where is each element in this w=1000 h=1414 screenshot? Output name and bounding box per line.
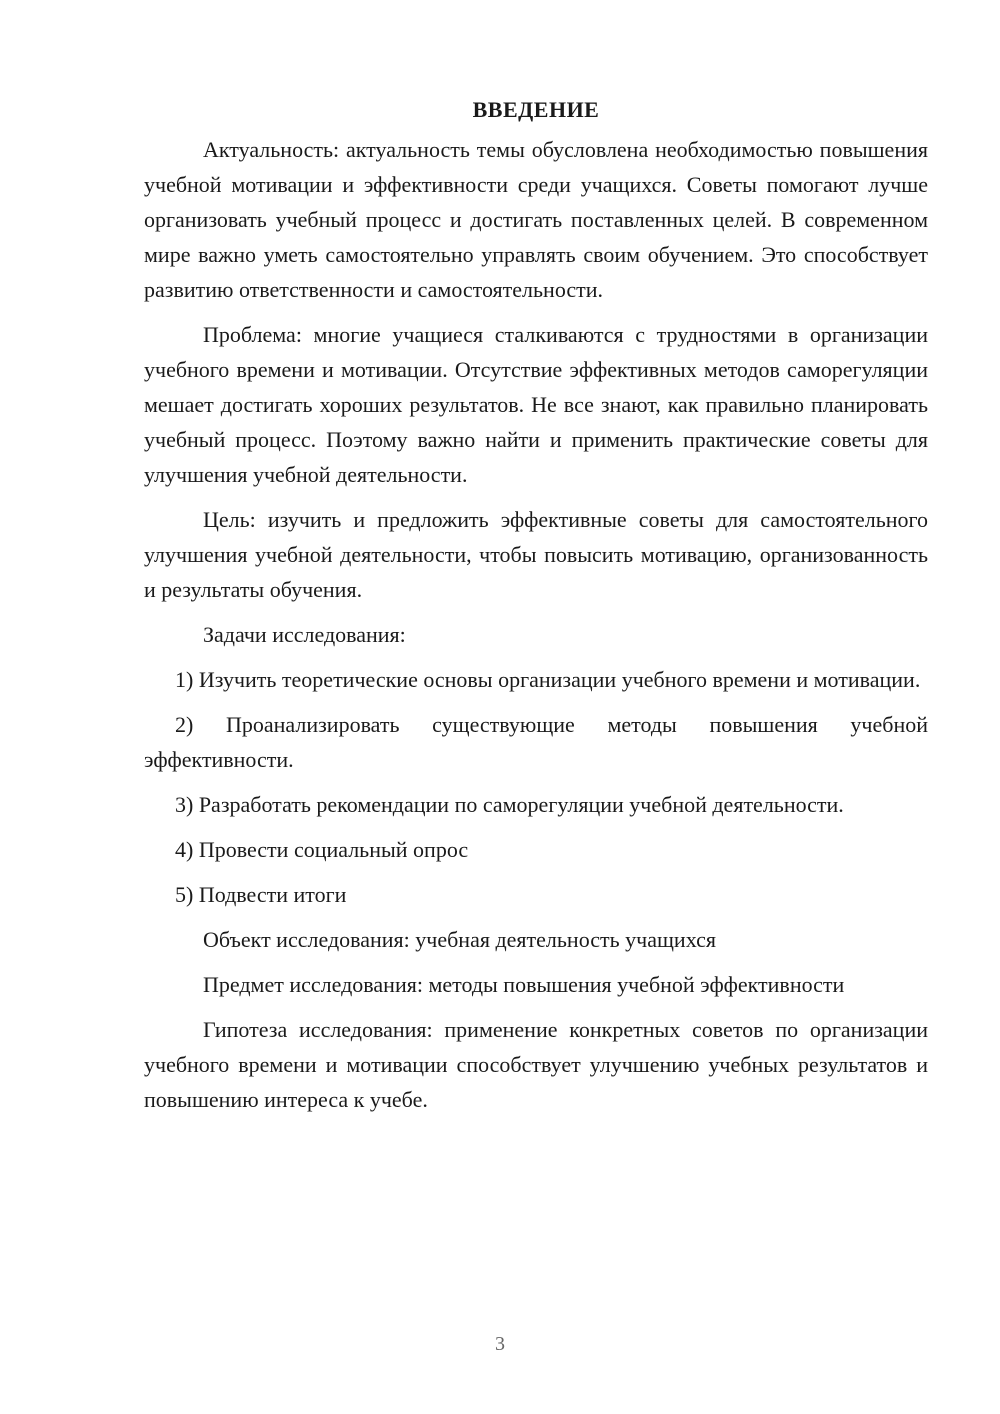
problem-paragraph: Проблема: многие учащиеся сталкиваются с трудностями в организации учебного времени и мотивации. Отсутствие эффективных методов саморегуляции мешает достигать хороших результатов. Не все знают, как правильно планировать учебный процесс. Поэтому важно найти и применить практические советы для улучшения учебной деятельности.	[144, 322, 928, 487]
research-subject: Предмет исследования: методы повышения учебной эффективности	[203, 972, 845, 997]
task-item-5: 5) Подвести итоги	[175, 882, 347, 907]
research-object: Объект исследования: учебная деятельность учащихся	[203, 927, 716, 952]
document-page	[144, 92, 928, 1127]
research-hypothesis: Гипотеза исследования: применение конкретных советов по организации учебного времени и мотивации способствует улучшению учебных результатов и повышению интереса к учебе.	[144, 1017, 928, 1112]
relevance-paragraph: Актуальность: актуальность темы обусловлена необходимостью повышения учебной мотивации и эффективности среди учащихся. Советы помогают лучше организовать учебный процесс и достигать поставленных целей. В современном мире важно уметь самостоятельно управлять своим обучением. Это способствует развитию ответственности и самостоятельности.	[144, 137, 928, 302]
goal-paragraph: Цель: изучить и предложить эффективные советы для самостоятельного улучшения учебной деятельности, чтобы повысить мотивацию, организованность и результаты обучения.	[144, 507, 928, 602]
task-item-2: 2) Проанализировать существующие методы повышения учебной эффективности.	[144, 712, 928, 772]
task-item-4: 4) Провести социальный опрос	[175, 837, 469, 862]
page-title: ВВЕДЕНИЕ	[472, 97, 600, 122]
task-item-3: 3) Разработать рекомендации по саморегуляции учебной деятельности.	[175, 792, 844, 817]
task-item-1: 1) Изучить теоретические основы организации учебного времени и мотивации.	[175, 667, 921, 692]
page-number: 3	[495, 1333, 505, 1355]
tasks-heading: Задачи исследования:	[203, 622, 406, 647]
